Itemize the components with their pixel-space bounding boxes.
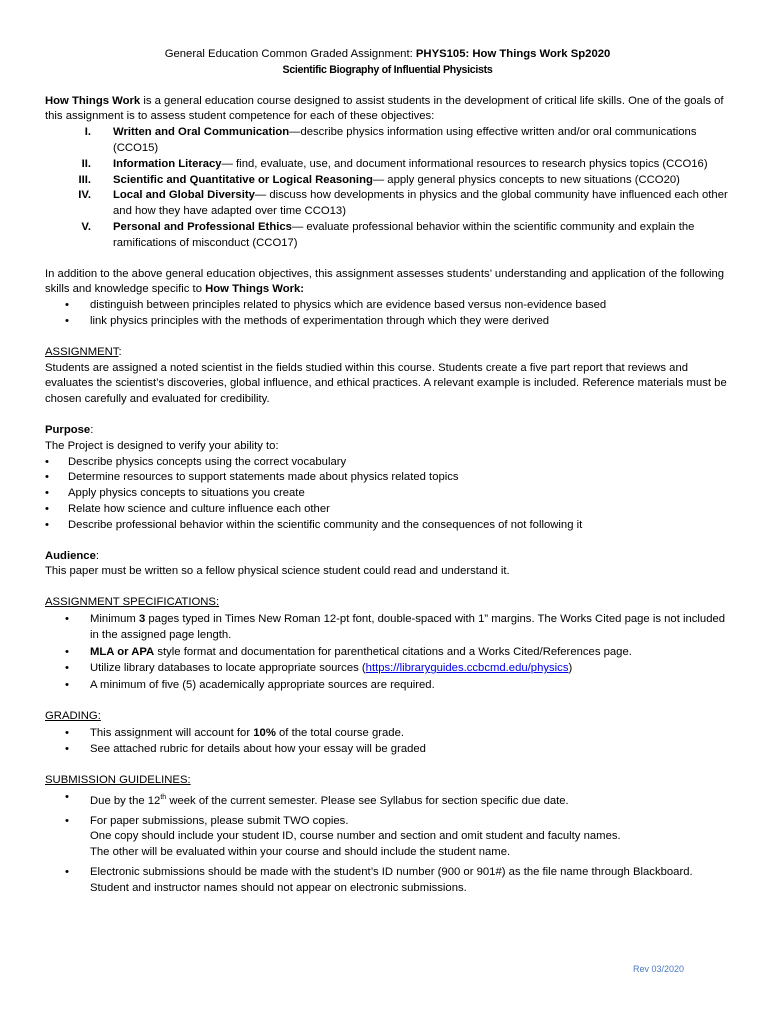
- bullet-icon: •: [65, 314, 69, 327]
- list-item: [45, 612, 730, 644]
- list-item-text: For paper submissions, please submit TWO copies.: [90, 814, 349, 827]
- bullet-icon: •: [65, 662, 69, 675]
- list-item: [45, 814, 730, 861]
- list-item-text: Describe physics concepts using the correct vocabulary: [68, 455, 347, 468]
- list-item-text: One copy should include your student ID, course number and section and omit student and faculty names.: [90, 830, 621, 843]
- list-item-text: Utilize library databases to locate appropriate sources (: [90, 662, 366, 675]
- objective-number: IV.: [78, 189, 91, 202]
- submission-heading-text: SUBMISSION GUIDELINES:: [45, 774, 191, 787]
- objective-number: II.: [81, 157, 91, 170]
- list-item-text: week of the current semester. Please see Syllabus for section specific due date.: [166, 794, 569, 807]
- specs-heading-text: ASSIGNMENT SPECIFICATIONS:: [45, 596, 220, 609]
- assignment-heading-text: ASSIGNMENT: [45, 345, 119, 358]
- list-item: [45, 661, 730, 677]
- list-item: [45, 298, 730, 314]
- addition-course-name: How Things Work:: [205, 283, 305, 296]
- document-body: [45, 47, 730, 897]
- bullet-icon: •: [45, 455, 49, 468]
- list-item: [45, 645, 730, 661]
- objective-item: [45, 125, 730, 157]
- list-item-text: Relate how science and culture influence each other: [68, 502, 330, 515]
- bullet-icon: •: [45, 502, 49, 515]
- addition-text: In addition to the above general education objectives, this assignment assesses students’ understanding and application of the following skills and knowledge specific to: [45, 267, 725, 296]
- list-item-text: of the total course grade.: [275, 726, 404, 739]
- list-item-text: link physics principles with the methods of experimentation through which they were derived: [90, 314, 550, 327]
- objective-item: [45, 188, 730, 220]
- bullet-icon: •: [65, 726, 69, 739]
- specs-heading: [45, 595, 730, 611]
- list-item-bold: 3: [138, 612, 146, 625]
- list-item-text: ): [568, 662, 573, 675]
- heading-colon: :: [90, 423, 94, 436]
- list-item: [45, 314, 730, 330]
- bullet-icon: •: [45, 487, 49, 500]
- list-item-text: pages typed in Times New Roman 12-pt font, double-spaced with 1” margins. The Works Cited page is not included in the assigned page length.: [90, 612, 726, 641]
- objectives-list: [45, 125, 730, 251]
- audience-heading: [45, 549, 730, 565]
- list-item-text: See attached rubric for details about how your essay will be graded: [90, 743, 426, 756]
- list-item-text: distinguish between principles related to physics which are evidence based versus non-evidence based: [90, 299, 607, 312]
- bullet-icon: •: [45, 518, 49, 531]
- submission-bullets: [45, 790, 730, 897]
- superscript: th: [160, 794, 167, 802]
- objective-title: Personal and Professional Ethics: [113, 220, 292, 233]
- objective-text: — discuss how developments in physics and the global community have influenced each other and how they have adapted over time CCO13): [113, 189, 728, 218]
- objective-title: Written and Oral Communication: [113, 126, 290, 139]
- specs-bullets: [45, 612, 730, 694]
- assignment-heading: [45, 345, 730, 361]
- bullet-icon: •: [65, 791, 69, 804]
- objective-title: Local and Global Diversity: [113, 189, 255, 202]
- list-item-text: Minimum: [90, 612, 139, 625]
- audience-text: This paper must be written so a fellow physical science student could read and understand it.: [45, 565, 510, 578]
- list-item-text: Due by the 12: [90, 794, 161, 807]
- header-title: [45, 47, 730, 63]
- objective-text: — apply general physics concepts to new situations (CCO20): [372, 173, 680, 186]
- list-item: [45, 518, 730, 534]
- list-item: [45, 742, 730, 758]
- objective-item: [45, 173, 730, 189]
- grading-heading-text: GRADING:: [45, 709, 101, 722]
- list-item: [45, 486, 730, 502]
- list-item: [45, 470, 730, 486]
- bullet-icon: •: [45, 471, 49, 484]
- bullet-icon: •: [65, 866, 69, 879]
- list-item-bold: 10%: [253, 726, 276, 739]
- revision-label: Rev 03/2020: [633, 964, 685, 974]
- bullet-icon: •: [65, 612, 69, 625]
- list-item-text: Electronic submissions should be made with the student’s ID number (900 or 901#) as the file name through Blackboard. Student and instructor names should not appear on electronic submissions.: [90, 866, 693, 894]
- list-item-text: Describe professional behavior within the scientific community and the consequences of not following it: [68, 518, 583, 531]
- list-item-text: The other will be evaluated within your course and should include the student name.: [90, 846, 511, 859]
- objective-title: Information Literacy: [113, 157, 222, 170]
- assignment-text: Students are assigned a noted scientist in the fields studied within this course. Students create a five part report that reviews and evaluates the scientist’s discoveries, global influence, and ethical practices. A relevant example is included. Reference materials must be chosen carefully and evaluated for credibility.: [45, 361, 727, 406]
- heading-colon: :: [118, 345, 122, 358]
- addition-paragraph: [45, 267, 730, 299]
- header-course: PHYS105: How Things Work Sp2020: [415, 48, 611, 60]
- header-subtitle: Scientific Biography of Influential Physicists: [282, 63, 493, 76]
- list-item: [45, 455, 730, 471]
- objective-number: V.: [81, 220, 91, 233]
- list-item: [45, 678, 730, 694]
- purpose-intro: The Project is designed to verify your ability to:: [45, 439, 279, 452]
- objective-item: [45, 157, 730, 173]
- submission-heading: [45, 773, 730, 789]
- library-guides-link[interactable]: https://libraryguides.ccbcmd.edu/physics: [365, 662, 569, 675]
- grading-heading: [45, 709, 730, 725]
- list-item: [45, 502, 730, 518]
- objective-number: I.: [84, 126, 91, 139]
- objective-text: — find, evaluate, use, and document informational resources to research physics topics (CCO16): [221, 157, 708, 170]
- objective-item: [45, 220, 730, 252]
- list-item-text: This assignment will account for: [90, 726, 254, 739]
- bullet-icon: •: [65, 743, 69, 756]
- objective-text: — evaluate professional behavior within the scientific community and explain the ramifications of misconduct (CCO17): [113, 220, 695, 249]
- objective-text: —describe physics information using effective written and/or oral communications (CCO15): [113, 126, 697, 154]
- audience-heading-text: Audience: [45, 549, 96, 562]
- intro-text: is a general education course designed to assist students in the development of critical life skills. One of the goals of this assignment is to assess student competence for each of these objectives:: [45, 94, 724, 123]
- purpose-bullets: [45, 455, 730, 534]
- bullet-icon: •: [65, 814, 69, 827]
- purpose-heading-text: Purpose: [45, 423, 91, 436]
- purpose-heading: [45, 423, 730, 439]
- list-item-text: Apply physics concepts to situations you create: [68, 487, 305, 500]
- list-item: [45, 726, 730, 742]
- addition-bullets: [45, 298, 730, 330]
- header-title-prefix: General Education Common Graded Assignment:: [164, 48, 416, 60]
- list-item: [45, 865, 730, 897]
- list-item-bold: MLA or APA: [90, 645, 155, 658]
- bullet-icon: •: [65, 645, 69, 658]
- list-item: [45, 790, 730, 810]
- objective-title: Scientific and Quantitative or Logical Reasoning: [113, 173, 373, 186]
- list-item-text: style format and documentation for parenthetical citations and a Works Cited/References page.: [154, 645, 632, 658]
- bullet-icon: •: [65, 299, 69, 312]
- list-item-text: A minimum of five (5) academically appropriate sources are required.: [90, 679, 435, 692]
- bullet-icon: •: [65, 679, 69, 692]
- list-item-text: Determine resources to support statements made about physics related topics: [68, 471, 459, 484]
- intro-course-name: How Things Work: [45, 94, 141, 107]
- objective-number: III.: [78, 173, 91, 186]
- document-header: [45, 47, 730, 79]
- heading-colon: :: [95, 549, 99, 562]
- intro-paragraph: [45, 94, 730, 126]
- grading-bullets: [45, 726, 730, 759]
